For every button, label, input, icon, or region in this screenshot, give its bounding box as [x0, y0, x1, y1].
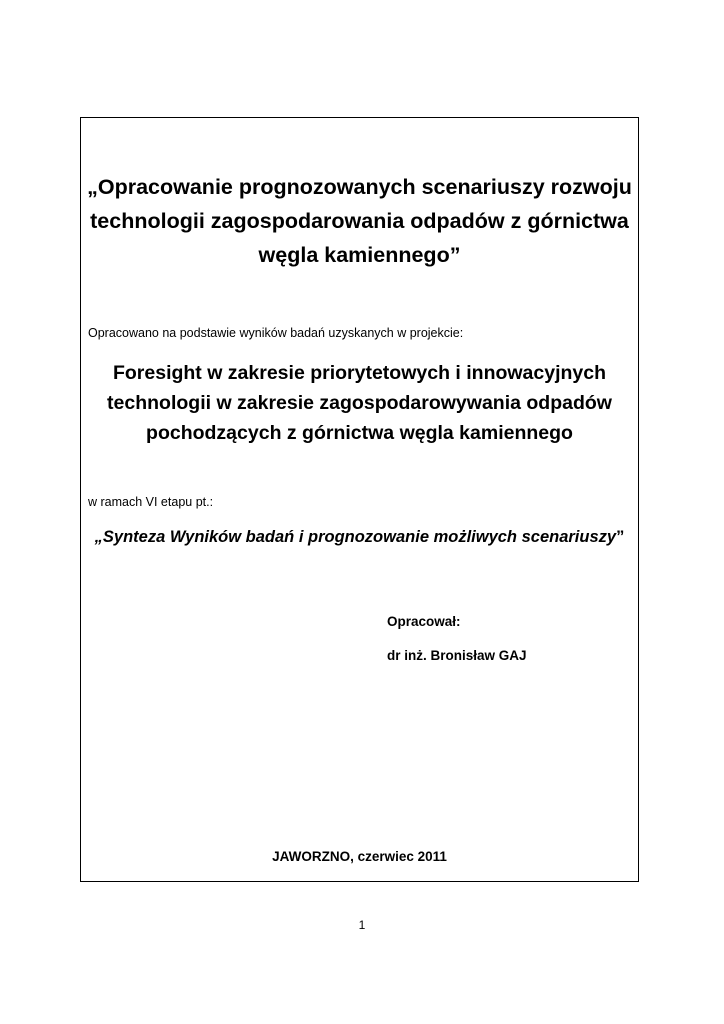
main-title-line-2: technologii zagospodarowania odpadów z górnictwa: [90, 209, 629, 233]
page-number: 1: [358, 918, 366, 932]
stage-title-close-quote: ”: [616, 528, 625, 546]
title-page-frame: [80, 117, 639, 882]
stage-title: [81, 528, 638, 547]
main-title-line-3: węgla kamiennego”: [258, 243, 461, 267]
project-title-line-1: Foresight w zakresie priorytetowych i innowacyjnych: [112, 362, 607, 384]
author-name: dr inż. Bronisław GAJ: [387, 648, 527, 663]
author-label: Opracował:: [387, 614, 461, 629]
main-title-line-1: „Opracowanie prognozowanych scenariuszy rozwoju: [87, 175, 632, 199]
stage-intro-text: w ramach VI etapu pt.:: [88, 495, 214, 509]
place-date: JAWORZNO, czerwiec 2011: [272, 849, 447, 864]
project-title-line-3: pochodzących z górnictwa węgla kamiennego: [146, 422, 573, 444]
project-title-line-2: technologii w zakresie zagospodarowywania odpadów: [107, 392, 612, 414]
stage-title-text: „Synteza Wyników badań i prognozowanie możliwych scenariuszy: [94, 528, 617, 546]
project-title: [81, 358, 638, 448]
based-on-text: Opracowano na podstawie wyników badań uzyskanych w projekcie:: [88, 326, 464, 340]
main-title: [81, 170, 638, 272]
